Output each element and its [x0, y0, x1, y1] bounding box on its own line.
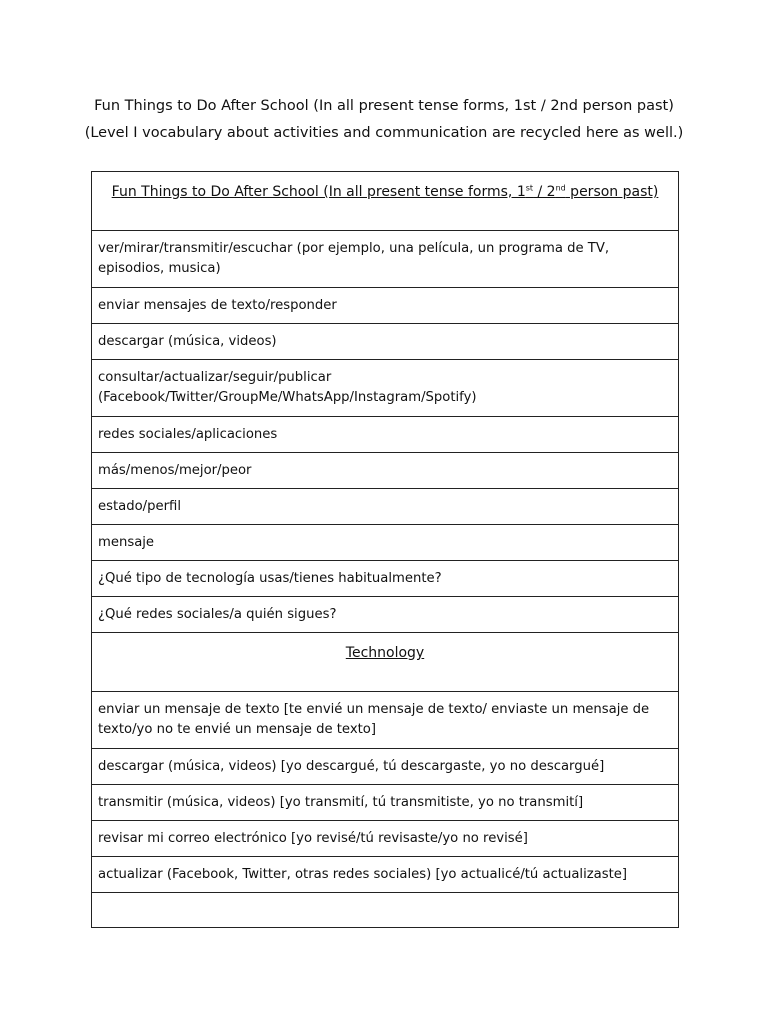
table-cell: revisar mi correo electrónico [yo revisé/tú revisaste/yo no revisé]: [92, 821, 679, 857]
table-cell: [92, 893, 679, 928]
table-cell: redes sociales/aplicaciones: [92, 417, 679, 453]
table-cell: ver/mirar/transmitir/escuchar (por ejemplo, una película, un programa de TV, episodios, musica): [92, 231, 679, 288]
table-row: [92, 857, 679, 893]
section-title-row: [92, 633, 679, 692]
vocabulary-table: [91, 171, 679, 928]
document-heading-line1: Fun Things to Do After School (In all present tense forms, 1st / 2nd person past): [94, 98, 674, 114]
table-row: [92, 489, 679, 525]
table-row-empty: [92, 893, 679, 928]
table-cell: actualizar (Facebook, Twitter, otras redes sociales) [yo actualicé/tú actualizaste]: [92, 857, 679, 893]
table-cell: descargar (música, videos) [yo descargué, tú descargaste, yo no descargué]: [92, 749, 679, 785]
table-cell: más/menos/mejor/peor: [92, 453, 679, 489]
table-cell: enviar mensajes de texto/responder: [92, 288, 679, 324]
table-title-cell: [92, 172, 679, 231]
table-row: [92, 561, 679, 597]
table-row: [92, 692, 679, 749]
table-title-row: [92, 172, 679, 231]
table-cell: consultar/actualizar/seguir/publicar (Facebook/Twitter/GroupMe/WhatsApp/Instagram/Spotify): [92, 360, 679, 417]
table-row: [92, 785, 679, 821]
table-cell: ¿Qué tipo de tecnología usas/tienes habitualmente?: [92, 561, 679, 597]
table-cell: estado/perfil: [92, 489, 679, 525]
table-title: Fun Things to Do After School (In all present tense forms, 1st / 2nd person past): [111, 183, 659, 200]
table-row: [92, 525, 679, 561]
table-row: [92, 231, 679, 288]
document-heading-line2: (Level I vocabulary about activities and communication are recycled here as well.): [84, 125, 684, 141]
table-row: [92, 453, 679, 489]
table-row: [92, 288, 679, 324]
table-cell: ¿Qué redes sociales/a quién sigues?: [92, 597, 679, 633]
section-title: Technology: [345, 645, 425, 661]
section-title-cell: [92, 633, 679, 692]
table-cell: mensaje: [92, 525, 679, 561]
table-row: [92, 324, 679, 360]
table-row: [92, 360, 679, 417]
table-row: [92, 821, 679, 857]
table-cell: transmitir (música, videos) [yo transmití, tú transmitiste, yo no transmití]: [92, 785, 679, 821]
table-cell: descargar (música, videos): [92, 324, 679, 360]
table-row: [92, 749, 679, 785]
table-row: [92, 597, 679, 633]
table-row: [92, 417, 679, 453]
table-cell: enviar un mensaje de texto [te envié un mensaje de texto/ enviaste un mensaje de texto/yo no te envié un mensaje de texto]: [92, 692, 679, 749]
